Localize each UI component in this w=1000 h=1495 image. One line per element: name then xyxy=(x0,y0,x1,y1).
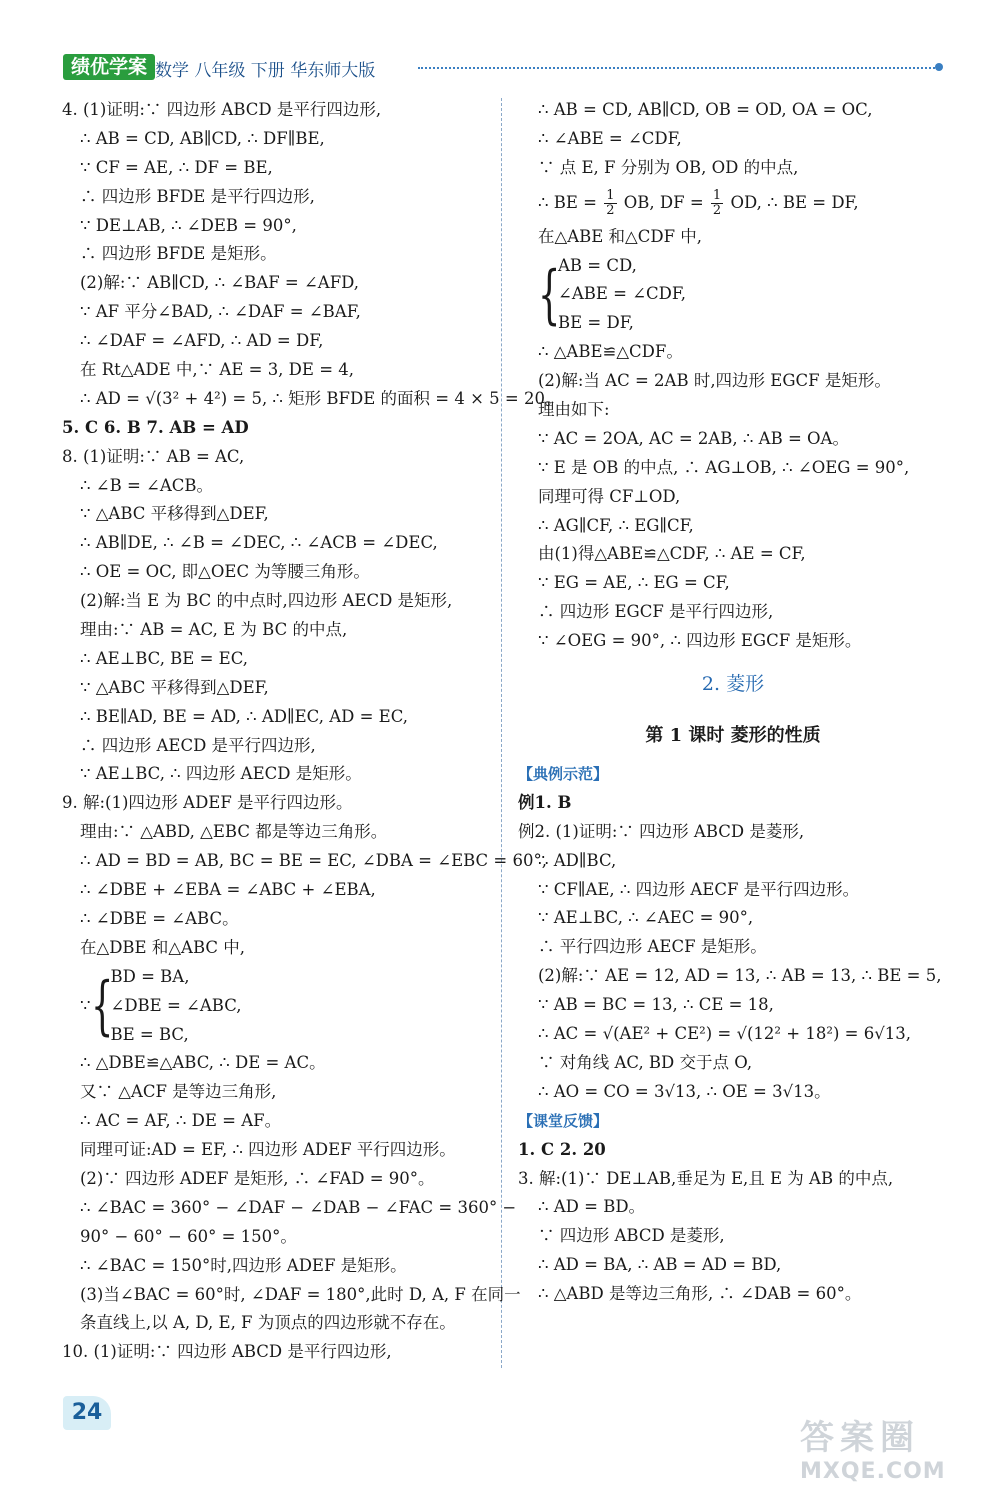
answer-line: ∴ BE∥AD, BE = AD, ∴ AD∥EC, AD = EC, xyxy=(80,706,408,726)
column-divider xyxy=(501,98,502,1368)
answer-line: ∴ 平行四边形 AECF 是矩形。 xyxy=(538,937,767,957)
answer-line: ∵ △ABC 平移得到△DEF, xyxy=(80,677,269,697)
answer-line: ∴ ∠BAC = 360° − ∠DAF − ∠DAB − ∠FAC = 360° − xyxy=(80,1197,517,1217)
answer-line: ∴ △ABE≌△CDF。 xyxy=(538,342,683,362)
answer-line: ∴ AO = CO = 3√13, ∴ OE = 3√13。 xyxy=(538,1081,831,1101)
answer-line: ∴ 四边形 EGCF 是平行四边形, xyxy=(538,602,774,622)
fraction-denominator: 2 xyxy=(606,202,615,218)
answer-line: 5. C 6. B 7. AB = AD xyxy=(62,417,249,437)
answer-line: ∴ AD = BA, ∴ AB = AD = BD, xyxy=(538,1255,782,1275)
header-rule-dot xyxy=(935,63,943,71)
answer-line: ∴ 四边形 BFDE 是平行四边形, xyxy=(80,186,315,206)
answer-line: ∴ AD = BD。 xyxy=(538,1197,646,1217)
answer-line: 理由:∵ AB = AC, E 为 BC 的中点, xyxy=(80,620,348,640)
answer-line: ∴ △DBE≌△ABC, ∴ DE = AC。 xyxy=(80,1053,326,1073)
fraction-numerator: 1 xyxy=(606,187,615,203)
answer-line: BD = BA, xyxy=(110,966,190,986)
answer-line: ∴ AD = √(3² + 4²) = 5, ∴ 矩形 BFDE 的面积 = 4 × 5 = 20。 xyxy=(80,388,562,408)
answer-line: AB = CD, xyxy=(558,255,637,275)
watermark-text: 答案圈 xyxy=(800,1418,920,1458)
answer-line: 在 Rt△ADE 中,∵ AE = 3, DE = 4, xyxy=(80,360,355,380)
section-title: 2. 菱形 xyxy=(701,673,765,696)
watermark-logo xyxy=(800,1410,980,1488)
answer-line-fraction xyxy=(518,183,948,223)
answer-line: ∵ CF∥AE, ∴ 四边形 AECF 是平行四边形。 xyxy=(538,879,860,899)
answer-line: ∵ AC = 2OA, AC = 2AB, ∴ AB = OA。 xyxy=(538,428,849,448)
answer-line: ∵ △ABC 平移得到△DEF, xyxy=(80,504,269,524)
answer-line: 又∵ △ACF 是等边三角形, xyxy=(80,1082,277,1102)
congruence-system xyxy=(62,963,490,1050)
answer-line: (2)∵ 四边形 ADEF 是矩形, ∴ ∠FAD = 90°。 xyxy=(80,1168,435,1188)
answer-line: ∵ AF 平分∠BAD, ∴ ∠DAF = ∠BAF, xyxy=(80,302,361,322)
answer-line: ∵ CF = AE, ∴ DF = BE, xyxy=(80,157,273,177)
answer-line: ∵ ∠OEG = 90°, ∴ 四边形 EGCF 是矩形。 xyxy=(538,631,862,651)
answer-line: ∠DBE = ∠ABC, xyxy=(110,995,242,1015)
answer-line: ∴ 四边形 BFDE 是矩形。 xyxy=(80,244,277,264)
answer-line: ∴ ∠DBE = ∠ABC。 xyxy=(80,908,239,928)
answer-line: ∵ 点 E, F 分别为 OB, OD 的中点, xyxy=(538,157,799,177)
answer-line: ∴ AC = AF, ∴ DE = AF。 xyxy=(80,1111,282,1131)
answer-line: ∴ ∠DBE + ∠EBA = ∠ABC + ∠EBA, xyxy=(80,880,376,900)
answer-line: 条直线上,以 A, D, E, F 为顶点的四边形就不存在。 xyxy=(80,1313,456,1333)
answer-line: ∴ AG∥CF, ∴ EG∥CF, xyxy=(538,515,694,535)
text-part: OD, ∴ BE = DF, xyxy=(730,192,859,212)
right-column xyxy=(518,96,948,1309)
left-brace: { xyxy=(538,257,561,332)
answer-line: ∠ABE = ∠CDF, xyxy=(558,284,687,304)
answer-line: (3)当∠BAC = 60°时, ∠DAF = 180°,此时 D, A, F 在同一 xyxy=(80,1284,521,1304)
left-brace: { xyxy=(90,968,113,1043)
answer-line: ∵ AE⊥BC, ∴ ∠AEC = 90°, xyxy=(538,908,754,928)
answer-line: ∴ AB = CD, AB∥CD, OB = OD, OA = OC, xyxy=(538,100,873,119)
text-part: ∴ BE = xyxy=(538,192,597,212)
fraction-half xyxy=(604,189,616,218)
page-number: 24 xyxy=(63,1396,111,1430)
answer-line: ∴ 四边形 AECD 是平行四边形, xyxy=(80,735,316,755)
congruence-system xyxy=(518,252,948,339)
therefore-symbol: ∵ xyxy=(80,995,91,1015)
lesson-title: 第 1 课时 菱形的性质 xyxy=(645,725,821,747)
answer-line: ∴ AB∥DE, ∴ ∠B = ∠DEC, ∴ ∠ACB = ∠DEC, xyxy=(80,533,438,553)
answer-line: 90° − 60° − 60° = 150°。 xyxy=(80,1226,297,1246)
answer-line: 同理可证:AD = EF, ∴ 四边形 ADEF 平行四边形。 xyxy=(80,1140,456,1160)
answer-line: 同理可得 CF⊥OD, xyxy=(538,486,681,506)
answer-line: 10. (1)证明:∵ 四边形 ABCD 是平行四边形, xyxy=(62,1342,392,1362)
answer-line: 例2. (1)证明:∵ 四边形 ABCD 是菱形, xyxy=(518,821,805,841)
answer-line: ∴ ∠DAF = ∠AFD, ∴ AD = DF, xyxy=(80,331,324,351)
answer-line: ∴ AD = BD = AB, BC = BE = EC, ∠DBA = ∠EBC = 60°, xyxy=(80,851,547,871)
brace-lines xyxy=(111,963,242,1050)
answer-line: 由(1)得△ABE≌△CDF, ∴ AE = CF, xyxy=(538,544,806,564)
answer-line: ∴ AC = √(AE² + CE²) = √(12² + 18²) = 6√13, xyxy=(538,1024,911,1044)
answer-line: 8. (1)证明:∵ AB = AC, xyxy=(62,446,245,466)
fraction-numerator: 1 xyxy=(712,187,722,203)
answer-line: ∵ 对角线 AC, BD 交于点 O, xyxy=(538,1052,753,1072)
answer-line: ∴ △ABD 是等边三角形, ∴ ∠DAB = 60°。 xyxy=(538,1284,862,1304)
answer-line: ∴ AD∥BC, xyxy=(538,850,617,870)
answer-line: 在△ABE 和△CDF 中, xyxy=(538,226,703,246)
brand-label: 绩优学案 xyxy=(63,54,155,80)
answer-line: ∵ DE⊥AB, ∴ ∠DEB = 90°, xyxy=(80,215,297,235)
answer-line: ∴ ∠ABE = ∠CDF, xyxy=(538,128,682,148)
watermark-url: MXQE.COM xyxy=(800,1459,946,1484)
answer-line: ∴ OE = OC, 即△OEC 为等腰三角形。 xyxy=(80,562,370,582)
answer-line: (2)解:当 AC = 2AB 时,四边形 EGCF 是矩形。 xyxy=(538,371,891,391)
brace-lines xyxy=(558,252,686,339)
answer-line: ∵ AE⊥BC, ∴ 四边形 AECD 是矩形。 xyxy=(80,764,362,784)
text-part: OB, DF = xyxy=(623,192,704,212)
section-tag-examples: 【典例示范】 xyxy=(518,765,609,784)
answer-line: 在△DBE 和△ABC 中, xyxy=(80,937,245,957)
answer-line: ∴ AE⊥BC, BE = EC, xyxy=(80,648,248,668)
answer-line: ∵ E 是 OB 的中点, ∴ AG⊥OB, ∴ ∠OEG = 90°, xyxy=(538,457,910,477)
fraction-half xyxy=(711,189,723,218)
answer-line: 理由如下: xyxy=(538,400,610,420)
answer-line: 4. (1)证明:∵ 四边形 ABCD 是平行四边形, xyxy=(62,100,382,119)
answer-line: ∵ AB = BC = 13, ∴ CE = 18, xyxy=(538,995,774,1015)
answer-line: (2)解:∵ AE = 12, AD = 13, ∴ AB = 13, ∴ BE = 5, xyxy=(538,966,942,986)
answer-line: 3. 解:(1)∵ DE⊥AB,垂足为 E,且 E 为 AB 的中点, xyxy=(518,1168,894,1188)
section-tag-feedback: 【课堂反馈】 xyxy=(518,1111,609,1130)
answer-line: ∴ ∠B = ∠ACB。 xyxy=(80,475,213,495)
answer-line: BE = BC, xyxy=(110,1024,189,1044)
answer-line: BE = DF, xyxy=(558,313,634,333)
answer-line: 例1. B xyxy=(518,792,572,812)
answer-line: ∵ 四边形 ABCD 是菱形, xyxy=(538,1226,725,1246)
answer-line: 9. 解:(1)四边形 ADEF 是平行四边形。 xyxy=(62,793,353,813)
page-header xyxy=(63,50,943,86)
book-subtitle: 数学 八年级 下册 华东师大版 xyxy=(155,61,376,81)
header-dotted-rule xyxy=(418,67,939,69)
answer-line: ∴ AB = CD, AB∥CD, ∴ DF∥BE, xyxy=(80,128,325,148)
answer-line: (2)解:当 E 为 BC 的中点时,四边形 AECD 是矩形, xyxy=(80,591,453,611)
answer-line: ∵ EG = AE, ∴ EG = CF, xyxy=(538,573,730,593)
answer-line: (2)解:∵ AB∥CD, ∴ ∠BAF = ∠AFD, xyxy=(80,273,360,293)
answer-line: 1. C 2. 20 xyxy=(518,1139,606,1159)
answer-line: ∴ ∠BAC = 150°时,四边形 ADEF 是矩形。 xyxy=(80,1255,407,1275)
answer-line: 理由:∵ △ABD, △EBC 都是等边三角形。 xyxy=(80,822,388,842)
fraction-denominator: 2 xyxy=(712,202,722,218)
